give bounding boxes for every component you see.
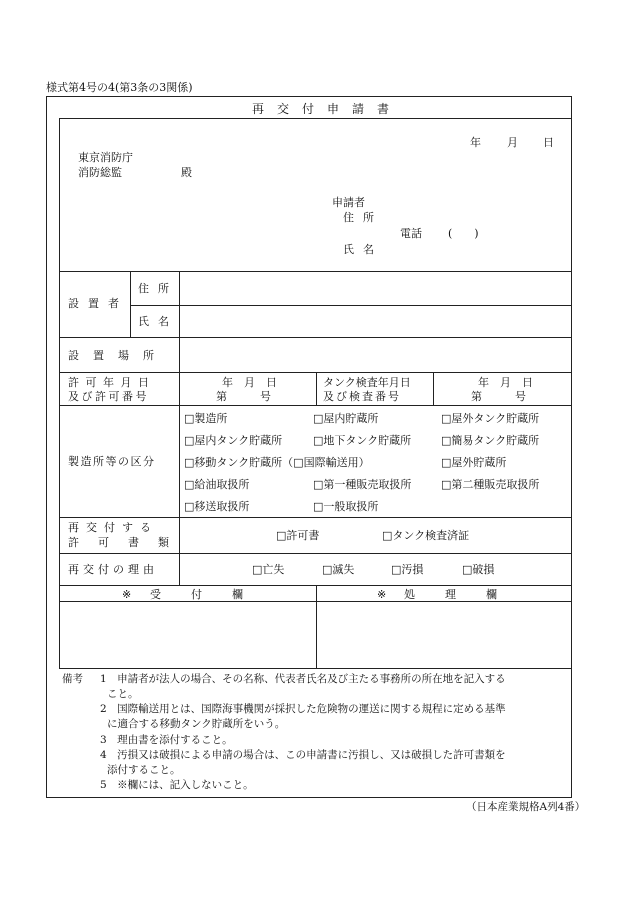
date-month: 月 [507, 136, 518, 149]
applicant-phone-label: 電話 [400, 227, 422, 240]
installer-name-label: 氏名 [138, 315, 178, 328]
applicant-name-label: 氏名 [343, 243, 383, 256]
note-line: 4 汚損又は破損による申請の場合は、この申請書に汚損し、又は破損した許可書類を [100, 749, 506, 761]
date-day: 日 [543, 136, 554, 149]
reissue-option-tank-cert[interactable]: □タンク検査済証 [382, 529, 470, 542]
form-label: 様式第4号の4(第3条の3関係) [46, 81, 193, 94]
addressee-org: 東京消防庁 [78, 151, 133, 164]
note-line: 2 国際輸送用とは、国際海事機関が採択した危険物の運送に関する規程に定める基準 [100, 703, 506, 715]
permit-date-value[interactable]: 年 月 日 [222, 376, 277, 389]
note-line: に適合する移動タンク貯蔵所をいう。 [107, 718, 286, 730]
reason-label: 再交付の理由 [68, 563, 158, 576]
installer-name-field[interactable] [181, 307, 570, 335]
tank-date-value[interactable]: 年 月 日 [478, 376, 533, 389]
applicant-address-label: 住所 [343, 211, 383, 224]
reason-option-destroyed[interactable]: □滅失 [322, 563, 355, 576]
reception-label: 受付欄 [150, 588, 273, 601]
reason-option-soiled[interactable]: □汚損 [391, 563, 424, 576]
processing-field [318, 603, 570, 666]
note-line: こと。 [107, 688, 139, 700]
reason-option-damaged[interactable]: □破損 [462, 563, 495, 576]
reissue-doc-label-1: 再交付する [68, 521, 158, 534]
facility-option[interactable]: □屋外貯蔵所 [441, 456, 507, 469]
permit-number-label: 及び許可番号 [68, 390, 149, 403]
facility-option[interactable]: □第一種販売取扱所 [313, 478, 412, 491]
note-line: 1 申請者が法人の場合、その名称、代表者氏名及び主たる事務所の所在地を記入する [100, 673, 506, 685]
note-line: 5 ※欄には、記入しないこと。 [100, 779, 254, 791]
applicant-phone-paren: ( ) [448, 227, 479, 240]
notes-heading: 備考 [62, 673, 83, 685]
date-year: 年 [470, 136, 481, 149]
addressee-honorific: 殿 [181, 166, 192, 179]
facility-option[interactable]: □屋内タンク貯蔵所 [184, 434, 283, 447]
facility-option[interactable]: □給油取扱所 [184, 478, 250, 491]
facility-option[interactable]: □屋内貯蔵所 [313, 412, 379, 425]
location-field[interactable] [181, 339, 570, 370]
tank-date-label: タンク検査年月日 [323, 376, 411, 389]
form-title: 再交付申請書 [252, 102, 403, 116]
reception-mark: ※ [122, 588, 132, 601]
installer-address-field[interactable] [181, 273, 570, 303]
addressee-official: 消防総監 [78, 166, 122, 179]
location-label: 設置場所 [68, 349, 168, 362]
tank-number-value[interactable]: 第 号 [471, 390, 526, 403]
reissue-option-permit[interactable]: □許可書 [276, 529, 320, 542]
installer-label: 設置者 [68, 297, 128, 310]
installer-address-label: 住所 [138, 282, 178, 295]
facility-option[interactable]: □地下タンク貯蔵所 [313, 434, 412, 447]
facility-option[interactable]: □第二種販売取扱所 [441, 478, 540, 491]
facility-option[interactable]: □屋外タンク貯蔵所 [441, 412, 540, 425]
tank-number-label: 及び検査番号 [323, 390, 401, 403]
footer-standard: （日本産業規格A列4番） [466, 801, 586, 813]
processing-mark: ※ [377, 588, 387, 601]
note-line: 添付すること。 [107, 764, 181, 776]
facility-option[interactable]: □簡易タンク貯蔵所 [441, 434, 540, 447]
facility-option[interactable]: □移送取扱所 [184, 500, 250, 513]
note-line: 3 理由書を添付すること。 [100, 734, 233, 746]
facility-option[interactable]: □一般取扱所 [313, 500, 379, 513]
permit-number-value[interactable]: 第 号 [216, 390, 271, 403]
facility-option[interactable]: □製造所 [184, 412, 228, 425]
applicant-label: 申請者 [332, 196, 365, 209]
permit-date-label: 許可年月日 [68, 376, 156, 389]
reissue-doc-label-2: 許可書類 [68, 536, 188, 549]
facility-class-label: 製造所等の区分 [68, 455, 156, 468]
facility-option[interactable]: □移動タンク貯蔵所（□国際輸送用） [184, 456, 370, 469]
reception-field [61, 603, 314, 666]
reason-option-lost[interactable]: □亡失 [252, 563, 285, 576]
processing-label: 処理欄 [404, 588, 527, 601]
